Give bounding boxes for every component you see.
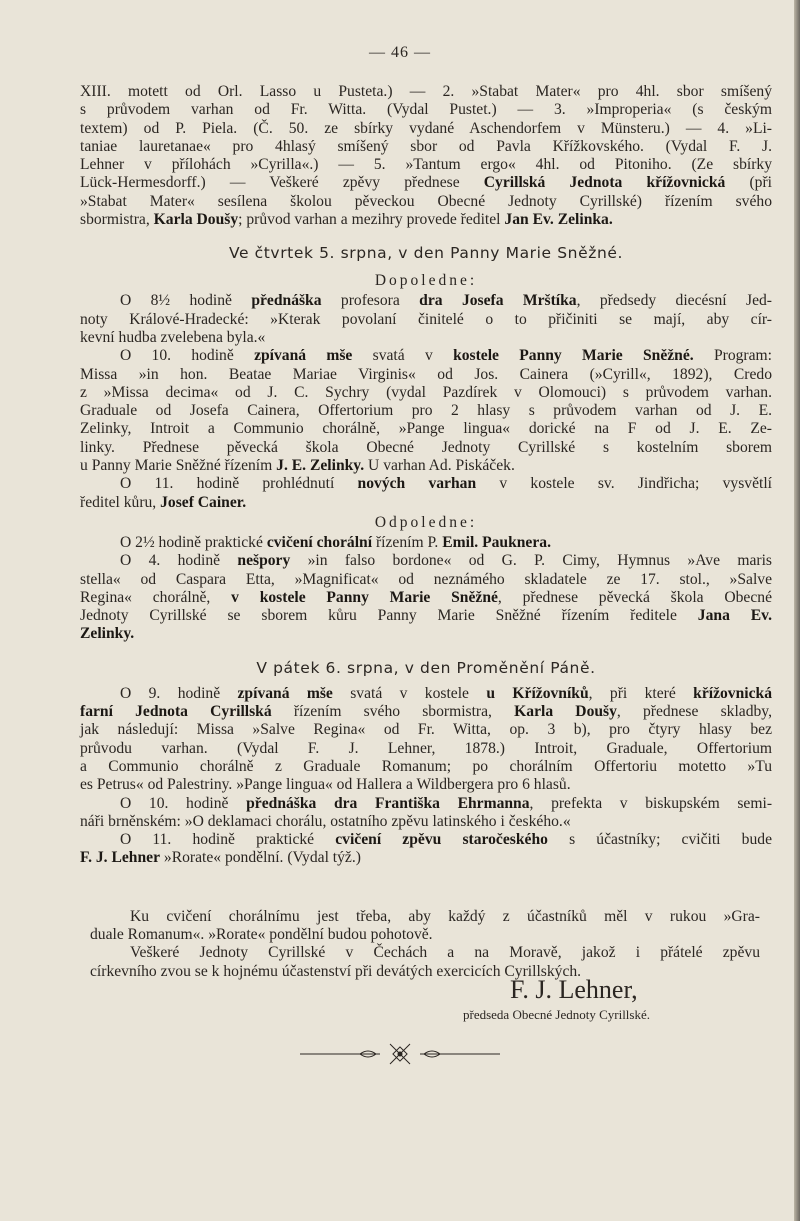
text-run: , při které (588, 684, 694, 702)
text-line (90, 944, 760, 962)
text-run: jak následují: Missa »Salve Regina« od Fr. Witta, op. 3 b), pro čtyry hlasy bez (80, 721, 772, 739)
bold-text-run: dra Josefa Mrštíka (419, 292, 577, 310)
document-body (80, 83, 772, 981)
text-run: Program: (693, 347, 773, 365)
text-run: , přednese skladby, (616, 703, 772, 721)
paragraph (80, 83, 772, 229)
bold-text-run: Karla Doušy (514, 703, 617, 721)
text-run: »Rorate« pondělní. (Vydal týž.) (160, 849, 361, 867)
text-run: textem) od P. Piela. (Č. 50. ze sbírky vydané Aschendorfem v Münsteru.) — 4. »Li- (80, 119, 772, 137)
paragraph (80, 552, 772, 643)
text-run: řízením svého sbormistra, (271, 703, 515, 721)
section-heading: Ve čtvrtek 5. srpna, v den Panny Marie Sněžné. (228, 244, 624, 263)
text-run: »in falso bordone« od G. P. Cimy, Hymnus »Ave maris (290, 552, 772, 570)
bold-text-run: zpívaná mše (237, 684, 333, 702)
text-run: sbormistra, (80, 211, 154, 229)
text-run: (při (725, 174, 772, 192)
bold-text-run: v kostele Panny Marie Sněžné (231, 588, 498, 606)
text-run: linky. Přednese pěvecká škola Obecné Jednoty Cyrillské s kostelním sborem (80, 438, 772, 456)
text-run: Veškeré Jednoty Cyrillské v Čechách a na Moravě, jakož i přátelé zpěvu (130, 944, 760, 962)
text-line (80, 813, 772, 831)
text-line (90, 963, 760, 981)
text-run: řízením P. (372, 533, 443, 551)
text-line (80, 156, 772, 174)
paragraph (80, 292, 772, 347)
text-line (80, 494, 772, 512)
text-line (80, 721, 772, 739)
text-run: O 10. hodině (120, 794, 247, 812)
paragraph (80, 685, 772, 795)
text-line (80, 457, 772, 475)
bold-text-run: přednáška dra Františka Ehrmanna (246, 794, 530, 812)
text-line (90, 926, 760, 944)
paragraph (80, 831, 772, 868)
text-line (80, 384, 772, 402)
text-run: duale Romanum«. »Rorate« pondělní budou pohotově. (90, 925, 433, 943)
text-line (80, 534, 772, 552)
text-line (80, 402, 772, 420)
bold-text-run: Karla Doušy (153, 211, 239, 229)
bold-text-run: přednáška (251, 292, 322, 310)
bold-text-run: u Křížovníků (486, 684, 589, 702)
text-run: O 2½ hodině praktické (120, 533, 267, 551)
signature-role: předseda Obecné Jednoty Cyrillské. (463, 1007, 651, 1022)
text-run: z »Missa decima« od J. C. Sychry (vydal Pazdírek v Olomouci) s průvodem varhan. (80, 383, 772, 401)
text-run: taniae lauretanae« pro 4hlasý smíšený sbor od Pavla Křížkovského. (Vydal F. J. (80, 137, 772, 155)
bold-text-run: cvičení chorální (266, 533, 373, 551)
bold-text-run: nových varhan (357, 475, 477, 493)
paragraph (80, 347, 772, 475)
ornament-divider (300, 1042, 500, 1066)
section-subheading: Odpoledne: (374, 513, 478, 531)
text-line (80, 475, 772, 493)
text-run: ředitel kůru, (80, 493, 161, 511)
text-run: Missa »in hon. Beatae Mariae Virginis« od Jos. Cainera (»Cyrill«, 1892), Credo (80, 365, 772, 383)
text-run: ; průvod varhan a mezihry provede ředitel (238, 211, 505, 229)
text-line (80, 101, 772, 119)
text-line (80, 776, 772, 794)
bold-text-run: farní Jednota Cyrillská (80, 703, 272, 721)
text-line (80, 120, 772, 138)
spacer (80, 868, 772, 908)
text-run: svatá v (352, 347, 454, 365)
text-line (80, 849, 772, 867)
bold-text-run: Zelinky. (80, 625, 135, 643)
text-run: XIII. motett od Orl. Lasso u Pusteta.) — 2. »Stabat Mater« pro 4hl. sbor smíšený (80, 83, 772, 100)
text-run: s průvodem varhan od Fr. Witta. (Vydal Pustet.) — 3. »Improperia« (s českým (80, 101, 772, 119)
text-run: O 11. hodině praktické (120, 831, 336, 849)
text-line (80, 831, 772, 849)
text-line (80, 552, 772, 570)
text-run: O 10. hodině (120, 347, 255, 365)
text-run: Jednoty Cyrillské se sborem kůru Panny Marie Sněžné řízením ředitele (80, 607, 698, 625)
text-run: církevního zvou se k hojnému účastenství při devátých exercicích Cyrillských. (90, 962, 582, 980)
text-run: Regina« chorálně, (80, 588, 232, 606)
text-run: O 8½ hodině (120, 292, 252, 310)
text-run: s účastníky; cvičiti bude (547, 831, 772, 849)
text-run: profesora (321, 292, 420, 310)
bold-text-run: Jan Ev. Zelinka. (504, 211, 613, 229)
text-run: kevní hudba zvelebena byla.« (80, 328, 266, 346)
text-run: v kostele sv. Jindřicha; vysvětlí (476, 475, 772, 493)
text-run: stella« od Caspara Etta, »Magnificat« od neznámého skladatele ze 17. stol., »Salve (80, 570, 772, 588)
text-line (80, 366, 772, 384)
text-run: a Communio chorálně z Graduale Romanum; po chorálním Offertoriu motetto »Tu (80, 757, 772, 775)
text-run: průvodu varhan. (Vydal F. J. Lehner, 1878.) Introit, Graduale, Offertorium (80, 739, 772, 757)
text-run: Lück-Hermesdorff.) — Veškeré zpěvy přednese (80, 174, 484, 192)
section-heading: V pátek 6. srpna, v den Proměnění Páně. (256, 658, 596, 677)
text-line (80, 420, 772, 438)
text-line (80, 795, 772, 813)
text-run: Graduale od Josefa Cainera, Offertorium pro 2 hlasy s průvodem varhan od J. E. (80, 402, 772, 420)
text-line (80, 193, 772, 211)
page-edge (794, 0, 800, 1221)
text-line (80, 625, 772, 643)
text-line (80, 740, 772, 758)
text-run: es Petrus« od Palestriny. »Pange lingua« od Hallera a Wildbergera pro 6 hlasů. (80, 776, 571, 794)
text-run: O 9. hodině (120, 684, 238, 702)
text-line (80, 571, 772, 589)
text-line (90, 908, 760, 926)
text-run: Zelinky, Introit a Communio chorálně, »Pange lingua« dorické na F od J. E. Ze- (80, 420, 772, 438)
bold-text-run: Josef Cainer. (160, 493, 247, 511)
text-run: u Panny Marie Sněžné řízením (80, 457, 277, 475)
text-run: náři brněnském: »O deklamaci chorálu, ostatního zpěvu latinského i českého.« (80, 812, 571, 830)
text-line (80, 439, 772, 457)
text-line (80, 138, 772, 156)
bold-text-run: J. E. Zelinky. (276, 457, 365, 475)
text-run: , předsedy diecésní Jed- (576, 292, 772, 310)
text-line (80, 758, 772, 776)
text-line (80, 589, 772, 607)
text-run: , přednese pěvecká škola Obecné (497, 588, 772, 606)
bold-text-run: křížovnická (693, 684, 772, 702)
paragraph (80, 534, 772, 552)
signature-name: F. J. Lehner, (510, 975, 638, 1004)
text-line (80, 311, 772, 329)
paragraph (90, 944, 760, 981)
bold-text-run: Cyrillská Jednota křížovnická (483, 174, 726, 192)
bold-text-run: nešpory (237, 552, 291, 570)
text-line (80, 329, 772, 347)
text-run: U varhan Ad. Piskáček. (364, 457, 515, 475)
paragraph (80, 795, 772, 832)
text-run: , prefekta v biskupském semi- (529, 794, 773, 812)
text-run: O 11. hodině prohlédnutí (120, 475, 358, 493)
bold-text-run: kostele Panny Marie Sněžné. (453, 347, 694, 365)
text-line (80, 703, 772, 721)
text-line (80, 83, 772, 101)
paragraph (90, 908, 760, 945)
text-run: svatá v kostele (332, 684, 487, 702)
page-number: — 46 — (369, 44, 431, 61)
paragraph (80, 475, 772, 512)
text-run: O 4. hodině (120, 552, 238, 570)
text-run: Lehner v přílohách »Cyrilla«.) — 5. »Tantum ergo« 4hl. od Pitoniho. (Ze sbírky (80, 156, 772, 174)
text-run: »Stabat Mater« sesílena školou pěveckou Obecné Jednoty Cyrillské) řízením svého (80, 192, 772, 210)
bold-text-run: zpívaná mše (254, 347, 353, 365)
bold-text-run: Jana Ev. (697, 607, 772, 625)
text-run: Ku cvičení chorálnímu jest třeba, aby každý z účastníků měl v rukou »Gra- (130, 907, 760, 925)
section-subheading: Dopoledne: (374, 272, 478, 290)
bold-text-run: cvičení zpěvu staročeského (335, 831, 548, 849)
text-line (80, 347, 772, 365)
text-line (80, 292, 772, 310)
text-line (80, 211, 772, 229)
text-line (80, 607, 772, 625)
bold-text-run: Emil. Pauknera. (442, 533, 551, 551)
text-run: noty Králové-Hradecké: »Kterak povolaní činitelé o to přičiniti se mají, aby cír- (80, 310, 772, 328)
bold-text-run: F. J. Lehner (80, 849, 160, 867)
text-line (80, 685, 772, 703)
text-line (80, 174, 772, 192)
